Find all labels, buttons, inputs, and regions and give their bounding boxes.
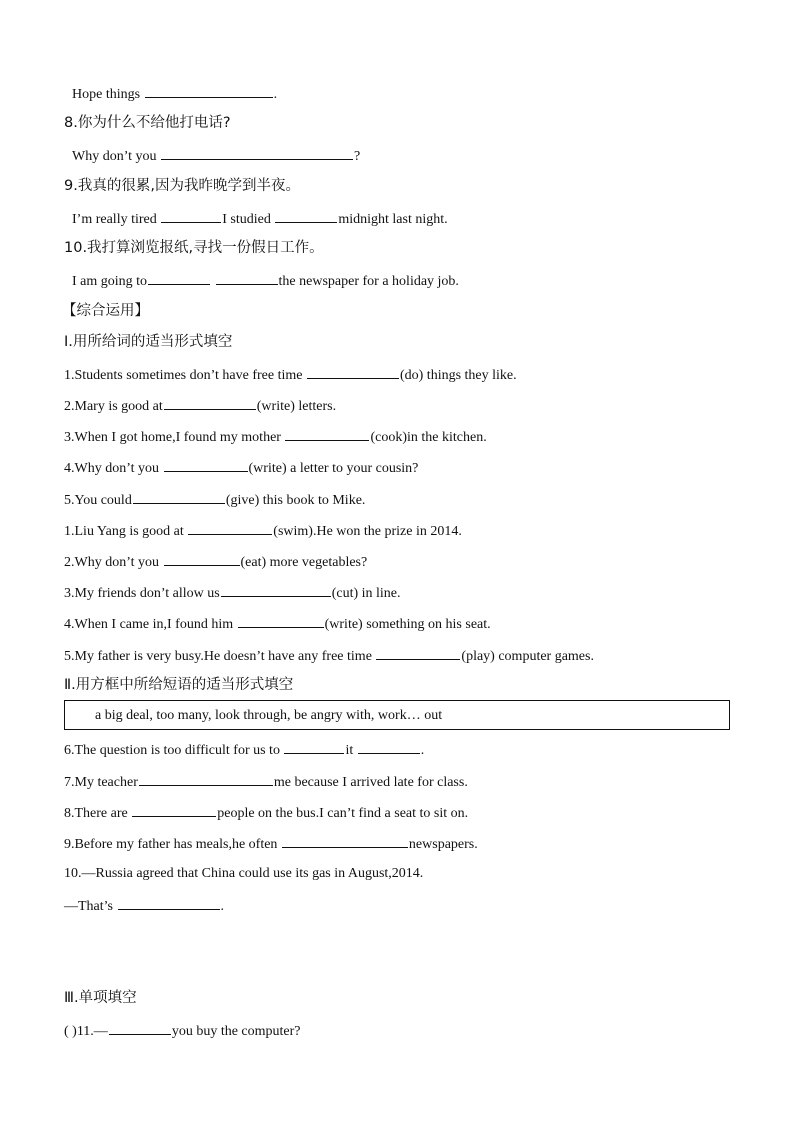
item-text: .: [273, 87, 278, 102]
answer-blank[interactable]: [145, 84, 273, 98]
answer-blank[interactable]: [118, 896, 220, 910]
item-text: 2.Why don’t you: [64, 555, 163, 570]
item-text: 2.Mary is good at: [64, 399, 163, 414]
part3-heading: Ⅲ.单项填空: [64, 990, 137, 1006]
item-text: (swim).He won the prize in 2014.: [273, 524, 462, 539]
section-heading: 【综合运用】: [62, 303, 149, 319]
part2-item: [64, 865, 423, 883]
item-text: (play) computer games.: [461, 649, 594, 664]
answer-blank[interactable]: [139, 772, 273, 786]
answer-blank[interactable]: [109, 1021, 171, 1035]
item-text: 5.You could: [64, 493, 132, 508]
item-text: (write) something on his seat.: [324, 617, 491, 632]
part1-item: [64, 396, 336, 416]
item-text: ( )11.—: [64, 1024, 108, 1039]
part2-item: [64, 896, 224, 916]
item-8-prompt: 8.你为什么不给他打电话?: [64, 115, 231, 131]
item-text: 7.My teacher: [64, 775, 138, 790]
answer-blank[interactable]: [275, 209, 337, 223]
part2-heading: Ⅱ.用方框中所给短语的适当形式填空: [64, 677, 294, 693]
item-10-answer: [72, 271, 459, 291]
answer-blank[interactable]: [148, 271, 210, 285]
item-text: Hope things: [72, 87, 144, 102]
item-text: it: [345, 743, 357, 758]
answer-blank[interactable]: [238, 614, 324, 628]
answer-blank[interactable]: [282, 834, 408, 848]
item-text: 5.My father is very busy.He doesn’t have any free time: [64, 649, 376, 664]
answer-blank[interactable]: [285, 427, 369, 441]
item-text: (cut) in line.: [331, 586, 401, 601]
item-text: ?: [354, 149, 361, 164]
item-text: 10.—Russia agreed that China could use its gas in August,2014.: [64, 866, 424, 881]
item-text: .: [220, 899, 224, 914]
answer-blank[interactable]: [358, 740, 420, 754]
part1-heading: Ⅰ.用所给词的适当形式填空: [64, 334, 233, 350]
answer-blank[interactable]: [307, 365, 399, 379]
item-text: —That’s: [64, 899, 117, 914]
part1-item: [64, 490, 365, 510]
item-text: 4.Why don’t you: [64, 461, 163, 476]
answer-blank[interactable]: [284, 740, 344, 754]
item-text: I’m really tired: [72, 212, 161, 227]
answer-blank[interactable]: [221, 583, 331, 597]
phrase-box: [64, 700, 730, 730]
item-text: 3.When I got home,I found my mother: [64, 430, 285, 445]
item-text: (write) letters.: [256, 399, 337, 414]
item-text: 1.Liu Yang is good at: [64, 524, 188, 539]
item-text: 4.When I came in,I found him: [64, 617, 237, 632]
item-text: 8.There are: [64, 806, 132, 821]
item-text: I studied: [222, 212, 275, 227]
item-text: (do) things they like.: [399, 368, 517, 383]
answer-blank[interactable]: [132, 803, 216, 817]
answer-blank[interactable]: [161, 209, 221, 223]
part2-item: [64, 803, 468, 823]
item-text: (write) a letter to your cousin?: [248, 461, 419, 476]
item-7-answer: [72, 84, 277, 104]
phrase-box-text: a big deal, too many, look through, be angry with, work… out: [95, 708, 443, 723]
answer-blank[interactable]: [188, 521, 272, 535]
answer-blank[interactable]: [164, 458, 248, 472]
item-8-answer: [72, 146, 360, 166]
answer-blank[interactable]: [164, 552, 240, 566]
item-text: you buy the computer?: [171, 1024, 301, 1039]
part1-item: [64, 552, 367, 572]
item-text: 1.Students sometimes don’t have free time: [64, 368, 306, 383]
item-text: .: [420, 743, 425, 758]
item-9-answer: [72, 209, 448, 229]
part3-item: [64, 1021, 301, 1041]
answer-blank[interactable]: [133, 490, 225, 504]
item-text: midnight last night.: [338, 212, 448, 227]
answer-blank[interactable]: [216, 271, 278, 285]
part1-item: [64, 614, 491, 634]
item-text: Why don’t you: [72, 149, 161, 164]
item-text: me because I arrived late for class.: [273, 775, 468, 790]
item-text: 9.Before my father has meals,he often: [64, 837, 281, 852]
item-text: newspapers.: [408, 837, 478, 852]
part1-item: [64, 427, 487, 447]
item-text: people on the bus.I can’t find a seat to sit on.: [217, 806, 469, 821]
part1-item: [64, 521, 462, 541]
part1-item: [64, 646, 594, 666]
item-text: (cook)in the kitchen.: [370, 430, 487, 445]
part2-item: [64, 772, 468, 792]
item-text: the newspaper for a holiday job.: [278, 274, 459, 289]
item-text: [211, 274, 215, 289]
item-text: 3.My friends don’t allow us: [64, 586, 220, 601]
part2-item: [64, 740, 424, 760]
part1-item: [64, 583, 401, 603]
item-text: (eat) more vegetables?: [240, 555, 368, 570]
answer-blank[interactable]: [376, 646, 460, 660]
item-text: (give) this book to Mike.: [225, 493, 366, 508]
item-9-prompt: 9.我真的很累,因为我昨晚学到半夜。: [64, 178, 300, 194]
item-text: 6.The question is too difficult for us to: [64, 743, 284, 758]
item-10-prompt: 10.我打算浏览报纸,寻找一份假日工作。: [64, 240, 324, 256]
part1-item: [64, 458, 418, 478]
part1-item: [64, 365, 517, 385]
item-text: I am going to: [72, 274, 148, 289]
answer-blank[interactable]: [161, 146, 353, 160]
answer-blank[interactable]: [164, 396, 256, 410]
part2-item: [64, 834, 478, 854]
